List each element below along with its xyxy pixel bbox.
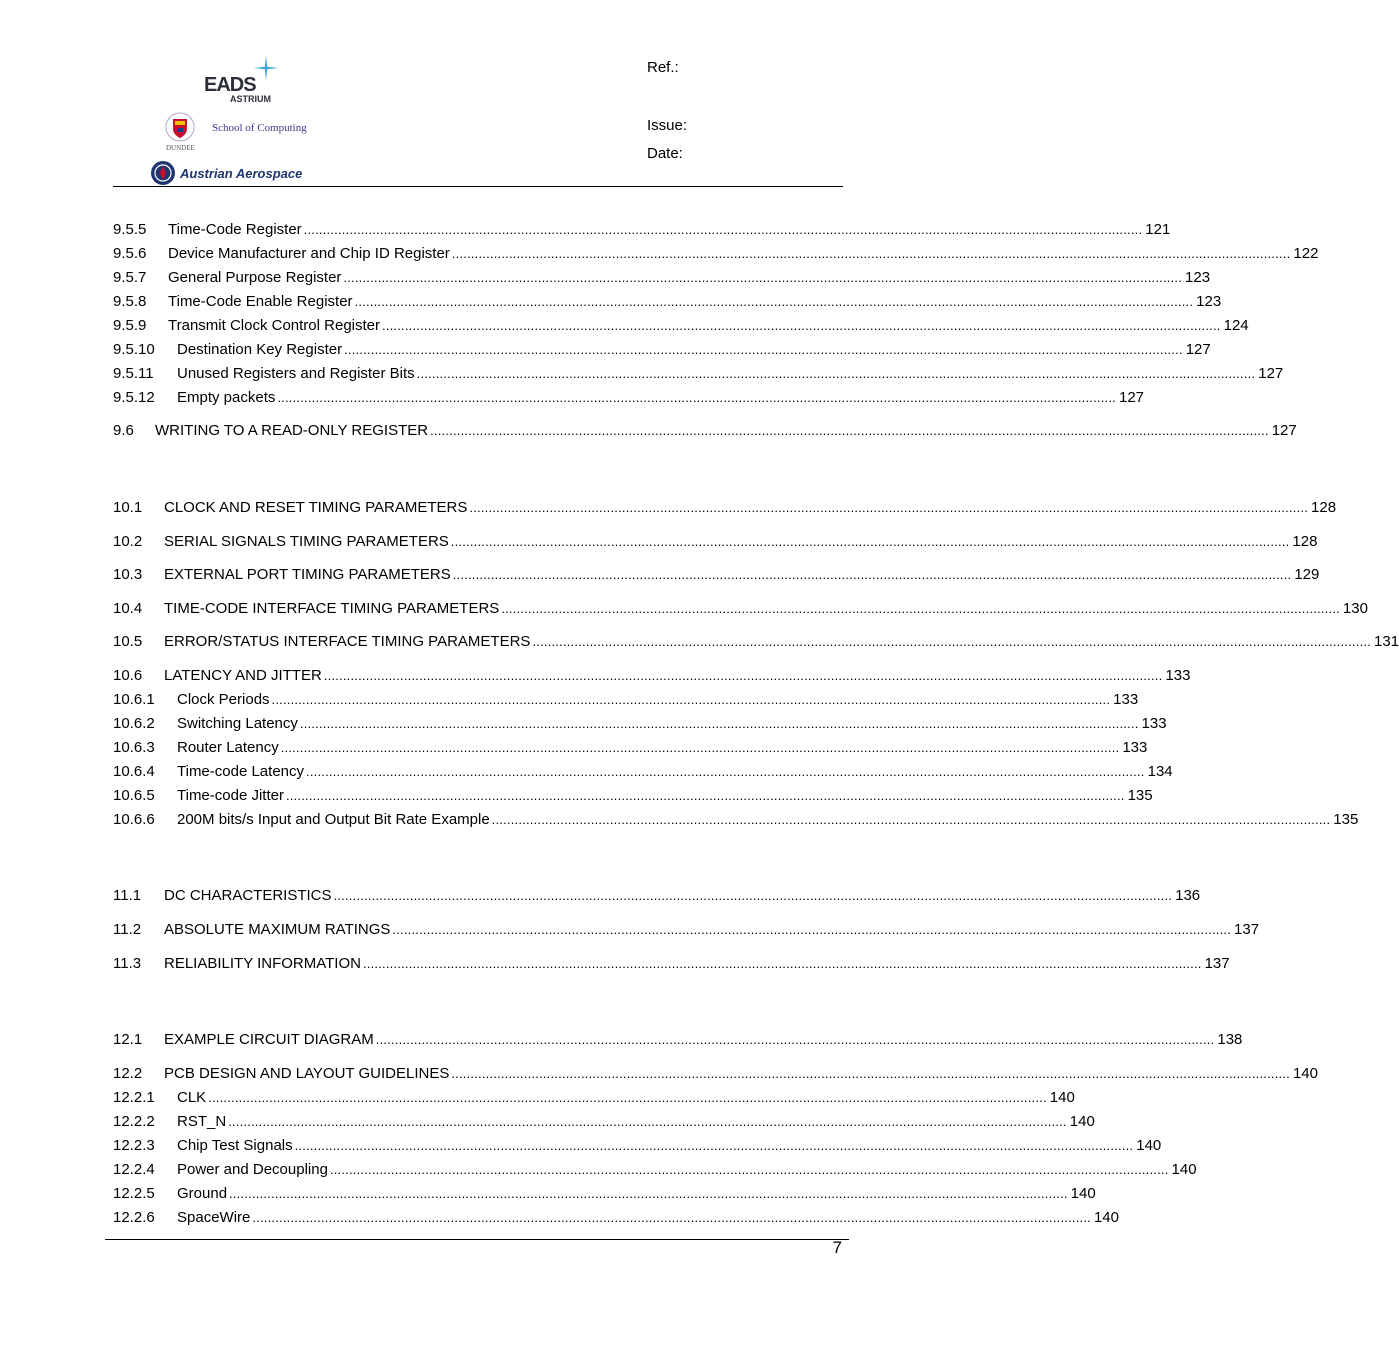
toc-entry[interactable]: [113, 244, 1319, 264]
dot-leader: ............................................................................................................................................................................................................................: [228, 1114, 1067, 1129]
toc-entry[interactable]: [113, 1184, 1096, 1204]
toc-number: 12.2.2: [113, 1113, 155, 1130]
toc-number: 12.2.6: [113, 1209, 155, 1226]
toc-title: EXTERNAL PORT TIMING PARAMETERS: [164, 566, 451, 583]
dot-leader: ............................................................................................................................................................................................................................: [362, 956, 1202, 971]
toc-number: 10.4: [113, 600, 143, 617]
toc-page-number: 130: [1342, 600, 1368, 617]
toc-title: 200M bits/s Input and Output Bit Rate Example: [177, 811, 490, 828]
toc-page-number: 133: [1165, 667, 1191, 684]
toc-number: 10.5: [113, 633, 143, 650]
issue-label: Issue:: [647, 117, 688, 134]
dot-leader: ............................................................................................................................................................................................................................: [469, 500, 1309, 515]
toc-page-number: 135: [1333, 811, 1359, 828]
toc-entry[interactable]: [113, 690, 1139, 710]
toc-number: 10.3: [113, 566, 143, 583]
dot-leader: ............................................................................................................................................................................................................................: [382, 318, 1221, 333]
toc-title: General Purpose Register: [168, 269, 342, 286]
toc-entry[interactable]: [113, 599, 1368, 619]
toc-number: 9.5.5: [113, 221, 147, 238]
toc-entry[interactable]: [113, 714, 1167, 734]
toc-page-number: 140: [1049, 1089, 1075, 1106]
eads-logo-text: EADS: [204, 74, 256, 96]
toc-entry[interactable]: [113, 1064, 1318, 1084]
date-label: Date:: [647, 145, 683, 162]
dot-leader: ............................................................................................................................................................................................................................: [450, 534, 1290, 549]
toc-title: Time-code Latency: [177, 763, 305, 780]
toc-page-number: 128: [1311, 499, 1337, 516]
toc-page-number: 140: [1069, 1113, 1095, 1130]
page-header: [0, 0, 954, 190]
dot-leader: ............................................................................................................................................................................................................................: [271, 692, 1111, 707]
dot-leader: ............................................................................................................................................................................................................................: [416, 366, 1256, 381]
toc-page-number: 134: [1147, 763, 1173, 780]
toc-entry[interactable]: [113, 421, 1297, 441]
toc-number: 9.5.7: [113, 269, 147, 286]
dot-leader: ............................................................................................................................................................................................................................: [252, 1210, 1091, 1225]
toc-entry[interactable]: [113, 364, 1284, 384]
toc-number: 12.2: [113, 1065, 143, 1082]
toc-entry[interactable]: [113, 292, 1222, 312]
toc-number: 9.5.10: [113, 341, 155, 358]
toc-number: 11.2: [113, 921, 142, 938]
toc-page-number: 127: [1118, 389, 1145, 406]
toc-title: Destination Key Register: [177, 341, 343, 358]
toc-title: ABSOLUTE MAXIMUM RATINGS: [164, 921, 391, 938]
toc-page-number: 122: [1293, 245, 1319, 262]
dot-leader: ............................................................................................................................................................................................................................: [430, 423, 1269, 438]
toc-title: EXAMPLE CIRCUIT DIAGRAM: [164, 1031, 374, 1048]
toc-page-number: 137: [1204, 955, 1230, 972]
toc-entry[interactable]: [113, 388, 1145, 408]
toc-title: TIME-CODE INTERFACE TIMING PARAMETERS: [164, 600, 500, 617]
dot-leader: ............................................................................................................................................................................................................................: [451, 1066, 1290, 1081]
toc-number: 10.6.6: [113, 811, 155, 828]
toc-page-number: 133: [1122, 739, 1148, 756]
toc-entry[interactable]: [113, 666, 1191, 686]
toc-entry[interactable]: [113, 1136, 1162, 1156]
toc-title: Transmit Clock Control Register: [168, 317, 380, 334]
dot-leader: ............................................................................................................................................................................................................................: [501, 601, 1340, 616]
toc-page-number: 131: [1374, 633, 1399, 650]
toc-number: 10.6.3: [113, 739, 155, 756]
emblem-icon: [150, 160, 176, 186]
toc-title: RELIABILITY INFORMATION: [164, 955, 361, 972]
dundee-school-logo: [152, 110, 332, 156]
toc-entry[interactable]: [113, 1030, 1243, 1050]
toc-entry[interactable]: [113, 220, 1171, 240]
toc-page-number: 140: [1292, 1065, 1318, 1082]
dot-leader: ............................................................................................................................................................................................................................: [491, 812, 1331, 827]
toc-number: 12.2.4: [113, 1161, 155, 1178]
ref-label: Ref.:: [647, 59, 679, 76]
dot-leader: ............................................................................................................................................................................................................................: [294, 1138, 1134, 1153]
toc-number: 9.5.12: [113, 389, 155, 406]
toc-title: Clock Periods: [177, 691, 270, 708]
dot-leader: ............................................................................................................................................................................................................................: [333, 888, 1173, 903]
dot-leader: ............................................................................................................................................................................................................................: [354, 294, 1194, 309]
toc-entry[interactable]: [113, 738, 1148, 758]
astrium-logo-text: ASTRIUM: [230, 94, 271, 104]
footer-divider: [105, 1239, 849, 1240]
page-number: 7: [832, 1238, 842, 1257]
dot-leader: ............................................................................................................................................................................................................................: [285, 788, 1125, 803]
toc-title: RST_N: [177, 1113, 227, 1130]
toc-number: 9.5.8: [113, 293, 147, 310]
toc-page-number: 140: [1171, 1161, 1197, 1178]
toc-number: 10.6.2: [113, 715, 155, 732]
toc-entry[interactable]: [113, 786, 1153, 806]
crest-icon: [152, 110, 200, 146]
dot-leader: ............................................................................................................................................................................................................................: [306, 764, 1145, 779]
toc-entry[interactable]: [113, 498, 1337, 518]
toc-title: DC CHARACTERISTICS: [164, 887, 332, 904]
dot-leader: ............................................................................................................................................................................................................................: [329, 1162, 1169, 1177]
toc-entry[interactable]: [113, 954, 1230, 974]
toc-page-number: 138: [1217, 1031, 1243, 1048]
toc-title: Chip Test Signals: [177, 1137, 293, 1154]
toc-entry[interactable]: [113, 1088, 1075, 1108]
toc-page-number: 128: [1292, 533, 1318, 550]
toc-page-number: 123: [1185, 269, 1211, 286]
toc-number: 10.1: [113, 499, 143, 516]
toc-page-number: 140: [1070, 1185, 1096, 1202]
toc-title: Time-Code Enable Register: [168, 293, 353, 310]
toc-page-number: 140: [1093, 1209, 1119, 1226]
toc-page-number: 123: [1196, 293, 1222, 310]
toc-title: PCB DESIGN AND LAYOUT GUIDELINES: [164, 1065, 450, 1082]
toc-number: 9.5.9: [113, 317, 147, 334]
eads-astrium-logo: [200, 56, 280, 106]
toc-entry[interactable]: [113, 316, 1249, 336]
toc-entry[interactable]: [113, 1112, 1095, 1132]
toc-title: CLOCK AND RESET TIMING PARAMETERS: [164, 499, 468, 516]
toc-page-number: 133: [1113, 691, 1139, 708]
toc-page-number: 136: [1175, 887, 1201, 904]
dot-leader: ............................................................................................................................................................................................................................: [323, 668, 1163, 683]
dundee-text: DUNDEE: [166, 144, 195, 152]
toc-number: 12.2.3: [113, 1137, 155, 1154]
toc-page-number: 135: [1127, 787, 1153, 804]
toc-title: Time-code Jitter: [177, 787, 284, 804]
toc-page-number: 121: [1145, 221, 1171, 238]
toc-title: LATENCY AND JITTER: [164, 667, 322, 684]
toc-page-number: 127: [1271, 422, 1297, 439]
toc-title: Empty packets: [177, 389, 276, 406]
toc-title: Power and Decoupling: [177, 1161, 328, 1178]
toc-number: 10.6.1: [113, 691, 155, 708]
dot-leader: ............................................................................................................................................................................................................................: [532, 634, 1372, 649]
toc-entry[interactable]: [113, 268, 1211, 288]
toc-number: 12.2.5: [113, 1185, 155, 1202]
toc-page-number: 137: [1234, 921, 1260, 938]
dot-leader: ............................................................................................................................................................................................................................: [375, 1032, 1215, 1047]
toc-title: Device Manufacturer and Chip ID Register: [168, 245, 450, 262]
header-divider: [113, 186, 843, 187]
toc-entry[interactable]: [113, 1208, 1119, 1228]
dot-leader: ............................................................................................................................................................................................................................: [452, 567, 1292, 582]
toc-number: 9.6: [113, 422, 134, 439]
toc-entry[interactable]: [113, 920, 1260, 940]
toc-title: WRITING TO A READ-ONLY REGISTER: [155, 422, 429, 439]
toc-number: 9.5.6: [113, 245, 147, 262]
dot-leader: ............................................................................................................................................................................................................................: [303, 222, 1143, 237]
toc-entry[interactable]: [113, 762, 1173, 782]
dot-leader: ............................................................................................................................................................................................................................: [277, 390, 1116, 405]
austrian-aerospace-logo: [150, 160, 350, 188]
dot-leader: ............................................................................................................................................................................................................................: [392, 922, 1232, 937]
toc-page-number: 129: [1294, 566, 1320, 583]
star-icon: [254, 56, 278, 80]
toc-number: 10.6.4: [113, 763, 155, 780]
dot-leader: ............................................................................................................................................................................................................................: [299, 716, 1139, 731]
toc-entry[interactable]: [113, 810, 1359, 830]
toc-number: 12.1: [113, 1031, 143, 1048]
toc-page-number: 133: [1141, 715, 1167, 732]
dot-leader: ............................................................................................................................................................................................................................: [280, 740, 1120, 755]
toc-number: 10.6: [113, 667, 143, 684]
austrian-aerospace-text: Austrian Aerospace: [180, 166, 303, 181]
toc-page-number: 124: [1223, 317, 1249, 334]
toc-title: Ground: [177, 1185, 228, 1202]
toc-title: ERROR/STATUS INTERFACE TIMING PARAMETERS: [164, 633, 531, 650]
toc-entry[interactable]: [113, 340, 1211, 360]
toc-page-number: 127: [1258, 365, 1284, 382]
toc-number: 10.6.5: [113, 787, 155, 804]
toc-page-number: 140: [1136, 1137, 1162, 1154]
toc-entry[interactable]: [113, 632, 1399, 652]
toc-title: Switching Latency: [177, 715, 298, 732]
toc-title: Unused Registers and Register Bits: [177, 365, 415, 382]
dot-leader: ............................................................................................................................................................................................................................: [208, 1090, 1047, 1105]
toc-number: 11.1: [113, 887, 142, 904]
dot-leader: ............................................................................................................................................................................................................................: [229, 1186, 1068, 1201]
toc-title: Router Latency: [177, 739, 279, 756]
toc-entry[interactable]: [113, 532, 1318, 552]
toc-page-number: 127: [1185, 341, 1211, 358]
dot-leader: ............................................................................................................................................................................................................................: [451, 246, 1291, 261]
toc-title: SpaceWire: [177, 1209, 251, 1226]
toc-number: 12.2.1: [113, 1089, 155, 1106]
toc-number: 9.5.11: [113, 365, 154, 382]
dot-leader: ............................................................................................................................................................................................................................: [344, 342, 1183, 357]
dot-leader: ............................................................................................................................................................................................................................: [343, 270, 1183, 285]
toc-title: Time-Code Register: [168, 221, 302, 238]
toc-number: 11.3: [113, 955, 142, 972]
toc-title: CLK: [177, 1089, 207, 1106]
toc-entry[interactable]: [113, 1160, 1197, 1180]
school-of-computing-text: School of Computing: [212, 122, 307, 134]
toc-number: 10.2: [113, 533, 143, 550]
toc-entry[interactable]: [113, 886, 1201, 906]
toc-title: SERIAL SIGNALS TIMING PARAMETERS: [164, 533, 449, 550]
toc-entry[interactable]: [113, 565, 1320, 585]
